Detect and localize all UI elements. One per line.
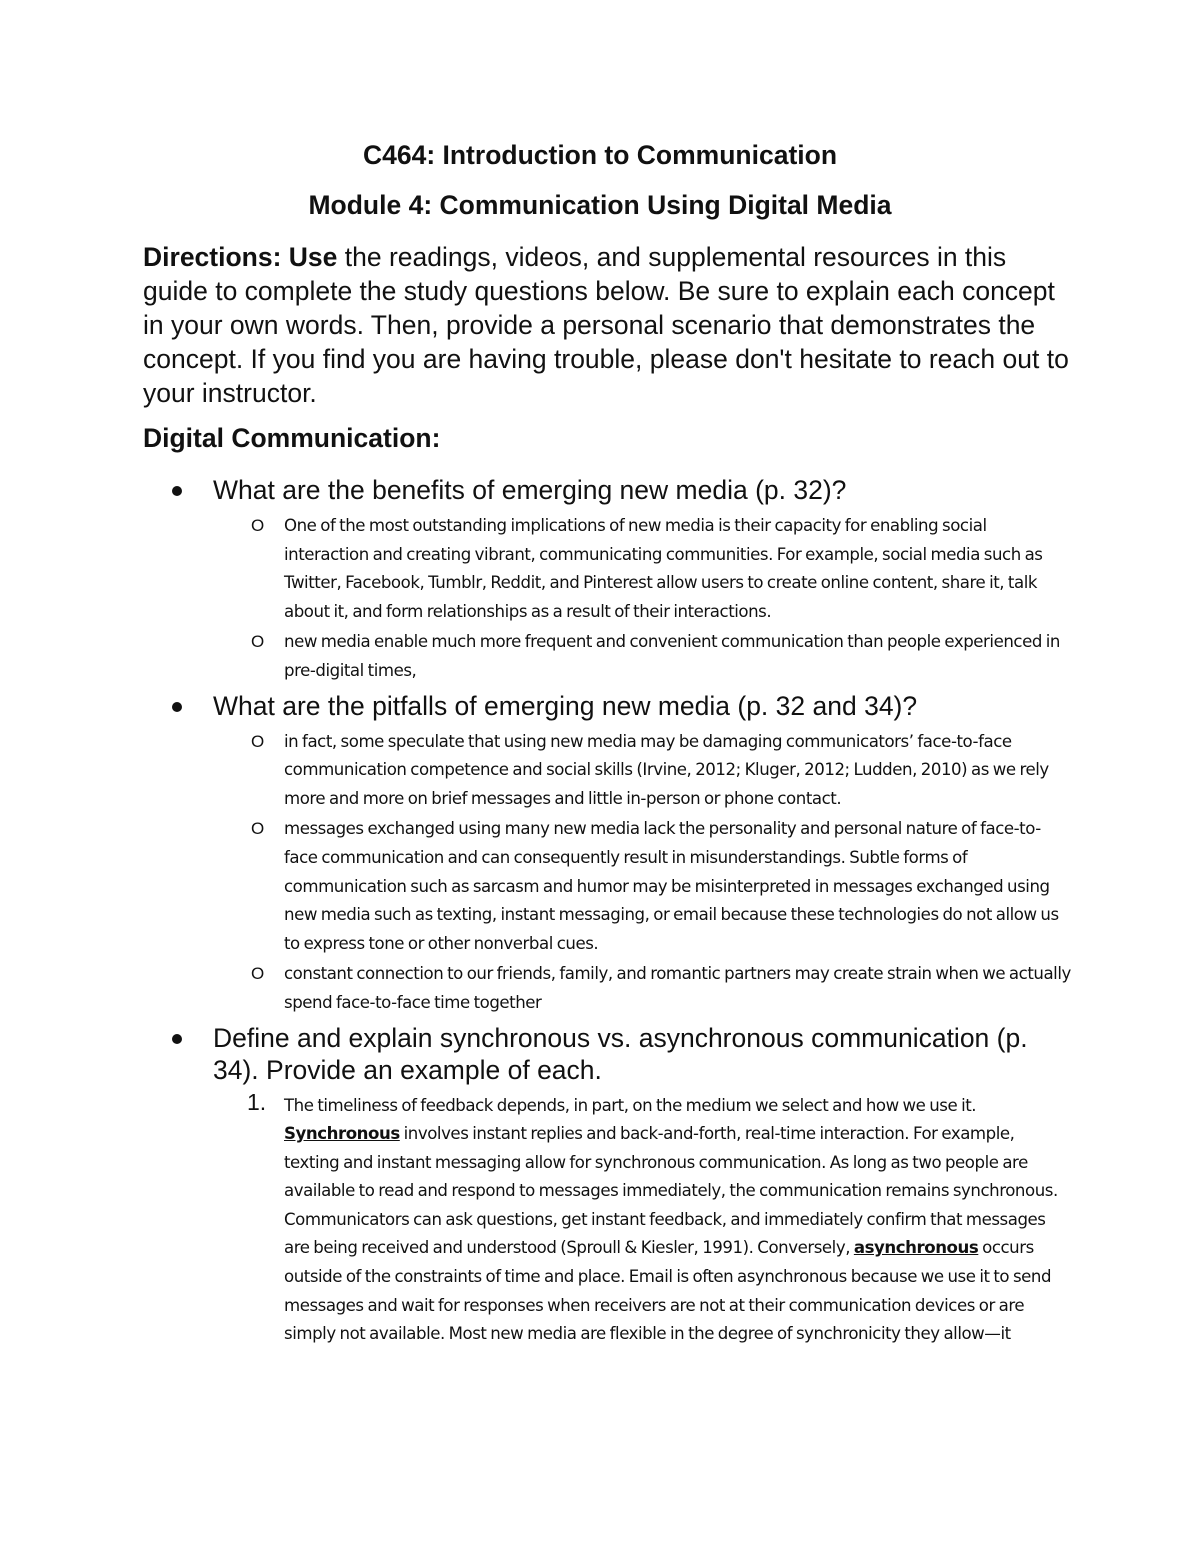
question-item bbox=[143, 474, 1073, 686]
answer-text: new media enable much more frequent and convenient communication than people experienced in pre-digital times, bbox=[284, 632, 1060, 680]
answer-list bbox=[213, 728, 1073, 1018]
answer-item bbox=[213, 815, 1073, 958]
answer-item bbox=[213, 960, 1073, 1017]
directions-text: the readings, videos, and supplemental resources in this guide to complete the study questions below. Be sure to explain each concept in your own words. Then, provide a personal scenario that demonstrates the concept. If you find you are having trouble, please don't hesitate to reach out to your instructor. bbox=[143, 242, 1069, 408]
term-asynchronous: asynchronous bbox=[853, 1238, 979, 1258]
bullet-icon bbox=[172, 1034, 182, 1044]
answer-marker: O bbox=[251, 731, 265, 751]
answer-text: in fact, some speculate that using new media may be damaging communicators’ face-to-face communication competence and social skills (Irvine, 2012; Kluger, 2012; Ludden, 2010) as we rely more and more on brief messages and little in-person or phone contact. bbox=[284, 731, 1049, 808]
answer-text: One of the most outstanding implications of new media is their capacity for enabling social interaction and creating vibrant, communicating communities. For example, social media such as Twitter, Facebook, Tumblr, Reddit, and Pinterest allow users to create online content, share it, talk about it, and form relationships as a result of their interactions. bbox=[284, 516, 1043, 621]
answer-item bbox=[213, 628, 1073, 685]
answer-list bbox=[213, 1088, 1073, 1349]
directions-label: Directions: Use bbox=[143, 242, 338, 272]
answer-marker: O bbox=[251, 819, 265, 839]
directions-paragraph bbox=[143, 240, 1073, 410]
section-heading: Digital Communication: bbox=[143, 423, 441, 453]
question-text: What are the benefits of emerging new media (p. 32)? bbox=[213, 475, 847, 505]
answer-marker: O bbox=[251, 632, 265, 652]
answer-item bbox=[213, 512, 1073, 626]
question-item bbox=[143, 690, 1073, 1018]
answer-text: messages exchanged using many new media lack the personality and personal nature of face-to-face communication and can consequently result in misunderstandings. Subtle forms of communication such as sarcasm and humor may be misinterpreted in messages exchanged using new media such as texting, instant messaging, or email because these technologies do not allow us to express tone or other nonverbal cues. bbox=[284, 819, 1059, 953]
answer-item bbox=[213, 728, 1073, 814]
answer-item bbox=[213, 1088, 1073, 1349]
answer-number: 1. bbox=[247, 1088, 267, 1115]
question-item bbox=[143, 1022, 1073, 1349]
answer-text-part: occurs outside of the constraints of time and place. Email is often asynchronous because we use it to send messages and wait for responses when receivers are not at their communication devices or are simply not available. Most new media are flexible in the degree of synchronicity they allow—it bbox=[284, 1238, 1052, 1344]
bullet-icon bbox=[172, 702, 182, 712]
answer-text-part: involves instant replies and back-and-forth, real-time interaction. For example, texting and instant messaging allow for synchronous communication. As long as two people are available to read and respond to messages immediately, the communication remains synchronous. Communicators can ask questions, get instant feedback, and immediately confirm that messages are being received and understood (Sproull & Kiesler, 1991). Conversely, bbox=[284, 1124, 1058, 1258]
answer-text: constant connection to our friends, family, and romantic partners may create strain when we actually spend face-to-face time together bbox=[284, 964, 1071, 1012]
answer-text-part: The timeliness of feedback depends, in part, on the medium we select and how we use it. bbox=[284, 1095, 977, 1115]
answer-list bbox=[213, 512, 1073, 686]
question-text: What are the pitfalls of emerging new media (p. 32 and 34)? bbox=[213, 690, 918, 721]
document-title: C464: Introduction to Communication bbox=[362, 140, 838, 170]
answer-marker: O bbox=[251, 964, 265, 984]
question-text: Define and explain synchronous vs. asynchronous communication (p. 34). Provide an example of each. bbox=[213, 1022, 1028, 1085]
module-title: Module 4: Communication Using Digital Media bbox=[308, 190, 892, 220]
answer-marker: O bbox=[251, 516, 265, 535]
term-synchronous: Synchronous bbox=[284, 1124, 400, 1144]
bullet-icon bbox=[172, 486, 182, 496]
question-list bbox=[143, 474, 1073, 1353]
